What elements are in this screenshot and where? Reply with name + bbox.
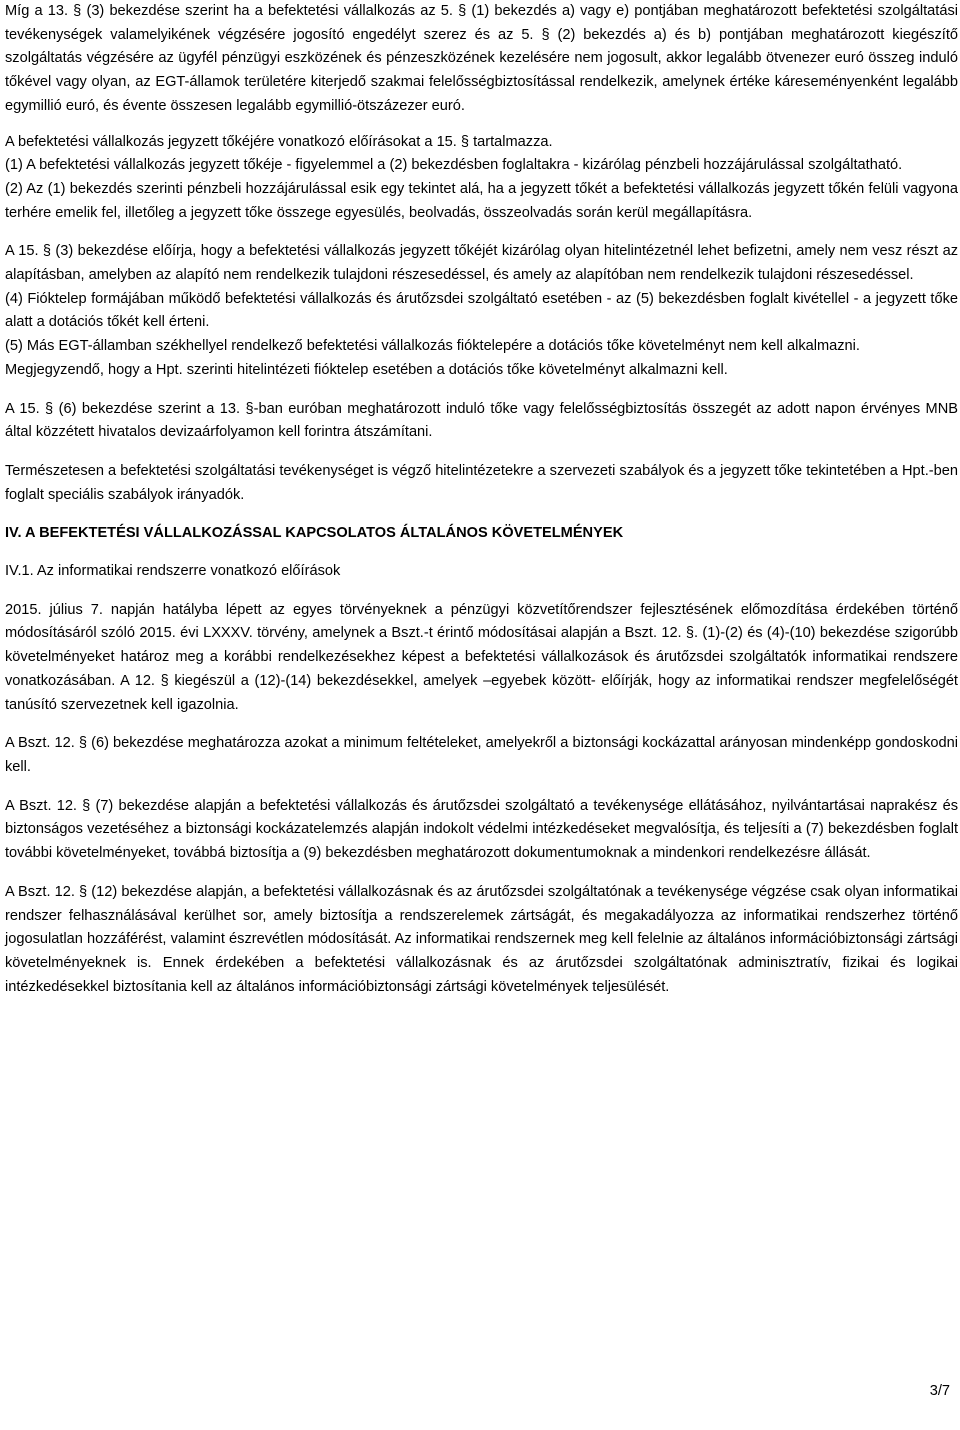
paragraph-p4: (2) Az (1) bekezdés szerinti pénzbeli hozzájárulással esik egy tekintet alá, ha a jegyzett tőkét a befektetési vállalkozás jegyzett tőkén felüli vagyona terhére emelik fel, illetőleg a jegyzett tőke összege egyesülés, beolvadás, összeolvadás során kerül megállapításra. (5, 180, 958, 221)
section-it-requirements (5, 599, 958, 1000)
section-heading: IV. A BEFEKTETÉSI VÁLLALKOZÁSSAL KAPCSOLATOS ÁLTALÁNOS KÖVETELMÉNYEK (5, 525, 624, 542)
paragraph-q1: 2015. július 7. napján hatályba lépett az egyes törvényeknek a pénzügyi közvetítőrendszer fejlesztésének előmozdítása érdekében történő módosításáról szóló 2015. évi LXXXV. törvény, amelynek a Bszt.-t érintő módosításai alapján a Bszt. 12. §. (1)-(2) és (4)-(10) bekezdése szigorúbb követelményeket határoz meg a korábbi rendelkezésekhez képest a befektetési vállalkozások és árutőzsdei szolgáltatók informatikai rendszere vonatkozásában. A 12. § kiegészül a (12)-(14) bekezdésekkel, amelyek –egyebek között- előírják, hogy az informatikai rendszer megfelelőségét tanúsító szervezetnek kell igazolnia. (5, 601, 958, 713)
section-capital-requirements (5, 0, 958, 507)
document-page (5, 0, 958, 1430)
paragraph-q3: A Bszt. 12. § (7) bekezdése alapján a befektetési vállalkozás és árutőzsdei szolgáltató a tevékenysége ellátásához, nyilvántartásai naprakész és biztonságos vezetéséhez a biztonsági kockázatelemzés alapján indokolt védelmi intézkedéseket megvalósítja, és teljesíti a (7) bekezdésben foglalt további követelményeket, továbbá biztosítja a (9) bekezdésben meghatározott dokumentumoknak a mindenkori rendelkezésre állását. (5, 797, 958, 862)
page-number: 3/7 (929, 1383, 950, 1399)
paragraph-p8: Megjegyzendő, hogy a Hpt. szerinti hitelintézeti fióktelep esetében a dotációs tőke követelményt alkalmazni kell. (5, 361, 728, 378)
paragraph-p2: A befektetési vállalkozás jegyzett tőkéjére vonatkozó előírásokat a 15. § tartalmazza. (5, 133, 553, 150)
paragraph-p7: (5) Más EGT-államban székhellyel rendelkező befektetési vállalkozás fióktelepére a dotációs tőke követelményt nem kell alkalmazni. (5, 338, 860, 355)
paragraph-q2: A Bszt. 12. § (6) bekezdése meghatározza azokat a minimum feltételeket, amelyekről a biztonsági kockázattal arányosan mindenképp gondoskodni kell. (5, 735, 958, 775)
paragraph-p5: A 15. § (3) bekezdése előírja, hogy a befektetési vállalkozás jegyzett tőkéjét kizárólag olyan hitelintézetnél lehet befizetni, amely nem vesz részt az alapításban, amelyben az alapító nem rendelkezik tulajdoni részesedéssel, és amely az alapítóban nem rendelkezik tulajdoni részesedéssel. (5, 243, 958, 284)
paragraph-p9: A 15. § (6) bekezdése szerint a 13. §-ban euróban meghatározott induló tőke vagy felelősségbiztosítás összegét az adott napon érvényes MNB által közzétett hivatalos devizaárfolyamon kell forintra átszámítani. (5, 400, 958, 441)
paragraph-p1: Míg a 13. § (3) bekezdése szerint ha a befektetési vállalkozás az 5. § (1) bekezdés a) vagy e) pontjában meghatározott befektetési szolgáltatási tevékenységek valamelyikének végzésére jogosító engedélyt szerez és az 5. § (2) bekezdés a) és b) pontjában meghatározott kiegészítő szolgáltatás végzésére az ügyfél pénzügyi eszközének és pénzeszközének kezelésére nem jogosult, akkor legalább ötvenezer euró összeg induló tőkével vagy olyan, az EGT-államok területére kiterjedő szakmai felelősségbiztosítással rendelkezik, amelynek értéke káreseményenként legalább egymillió euró, és évente összesen legalább egymillió-ötszázezer euró. (5, 3, 958, 114)
paragraph-p10: Természetesen a befektetési szolgáltatási tevékenységet is végző hitelintézetekre a szervezeti szabályok és a jegyzett tőke tekintetében a Hpt.-ben foglalt speciális szabályok irányadók. (5, 462, 958, 503)
paragraph-p6: (4) Fióktelep formájában működő befektetési vállalkozás és árutőzsdei szolgáltató esetében - az (5) bekezdésben foglalt kivétellel - a jegyzett tőke alatt a dotációs tőkét kell érteni. (5, 290, 958, 331)
paragraph-q4: A Bszt. 12. § (12) bekezdése alapján, a befektetési vállalkozásnak és az árutőzsdei szolgáltatónak a tevékenysége végzése csak olyan informatikai rendszer felhasználásával kerülhet sor, amely biztosítja a rendszerelemek zártságát, és megakadályozza az informatikai rendszerhez történő jogosulatlan hozzáférést, valamint észrevétlen módosítását. Az informatikai rendszernek meg kell felelnie az általános információbiztonsági zártsági követelményeknek is. Ennek érdekében a befektetési vállalkozásnak és az árutőzsdei szolgáltatónak adminisztratív, fizikai és logikai intézkedésekkel biztosítania kell az általános információbiztonsági zártsági követelmények teljesülését. (5, 883, 958, 995)
subsection-heading: IV.1. Az informatikai rendszerre vonatkozó előírások (5, 563, 341, 580)
paragraph-p3: (1) A befektetési vállalkozás jegyzett tőkéje - figyelemmel a (2) bekezdésben foglaltakra - kizárólag pénzbeli hozzájárulással szolgáltatható. (5, 157, 903, 174)
